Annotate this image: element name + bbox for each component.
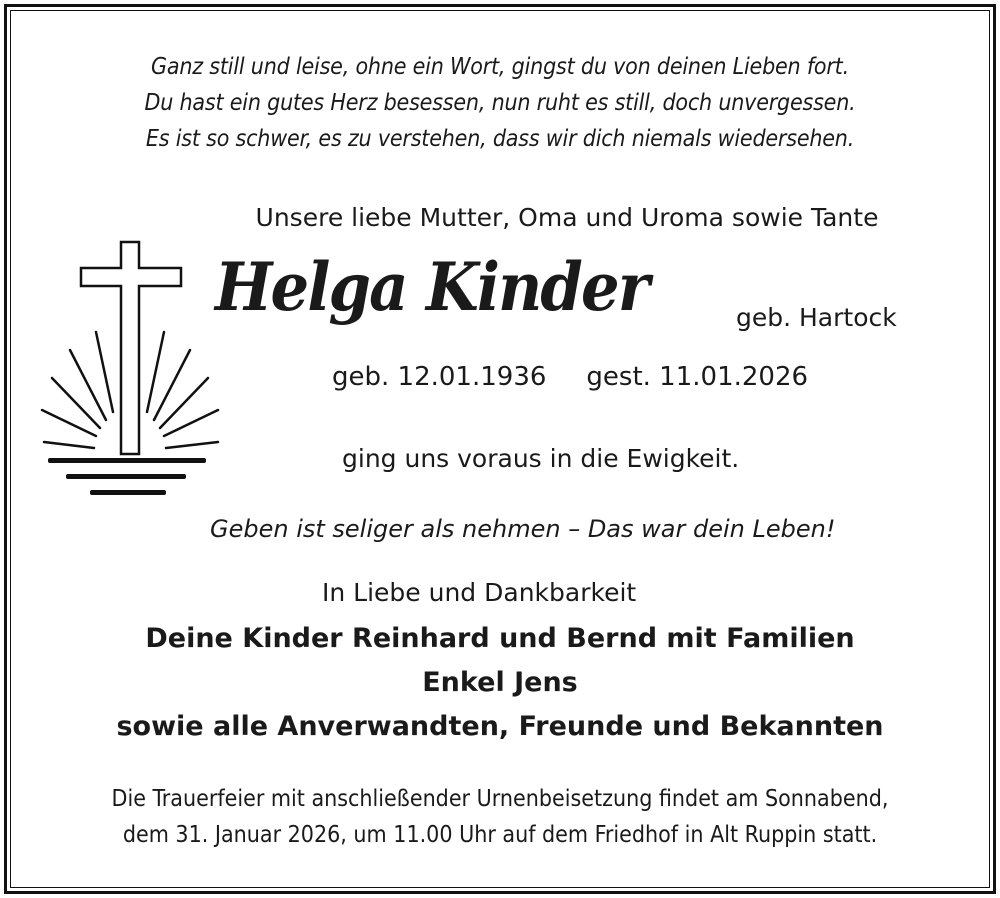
birth-date: geb. 12.01.1936	[332, 362, 547, 392]
verse-line-1: Ganz still und leise, ohne ein Wort, gingst du von deinen Lieben fort.	[151, 54, 849, 80]
closing-line: In Liebe und Dankbarkeit	[322, 578, 637, 607]
cross-sunrise-icon	[38, 240, 228, 500]
funeral-line-1: Die Trauerfeier mit anschließender Urnenbeisetzung findet am Sonnabend,	[111, 786, 889, 812]
signer-line-1: Deine Kinder Reinhard und Bernd mit Familien	[145, 623, 855, 654]
verse-line-2: Du hast ein gutes Herz besessen, nun ruht es still, doch unvergessen.	[144, 90, 856, 116]
life-dates	[332, 362, 808, 392]
maiden-name: geb. Hartock	[736, 303, 897, 332]
death-date: gest. 11.01.2026	[586, 362, 809, 392]
verse-line-3: Es ist so schwer, es zu verstehen, dass wir dich niemals wiedersehen.	[145, 126, 855, 152]
signer-line-3: sowie alle Anverwandten, Freunde und Bekannten	[116, 711, 884, 742]
funeral-line-2: dem 31. Januar 2026, um 11.00 Uhr auf dem Friedhof in Alt Ruppin statt.	[122, 822, 878, 848]
eternity-line: ging uns voraus in die Ewigkeit.	[342, 444, 740, 473]
intro-text: Unsere liebe Mutter, Oma und Uroma sowie Tante	[255, 203, 879, 232]
deceased-name: Helga Kinder	[215, 248, 649, 326]
motto-line: Geben ist seliger als nehmen – Das war dein Leben!	[210, 515, 836, 543]
signer-line-2: Enkel Jens	[422, 667, 578, 698]
